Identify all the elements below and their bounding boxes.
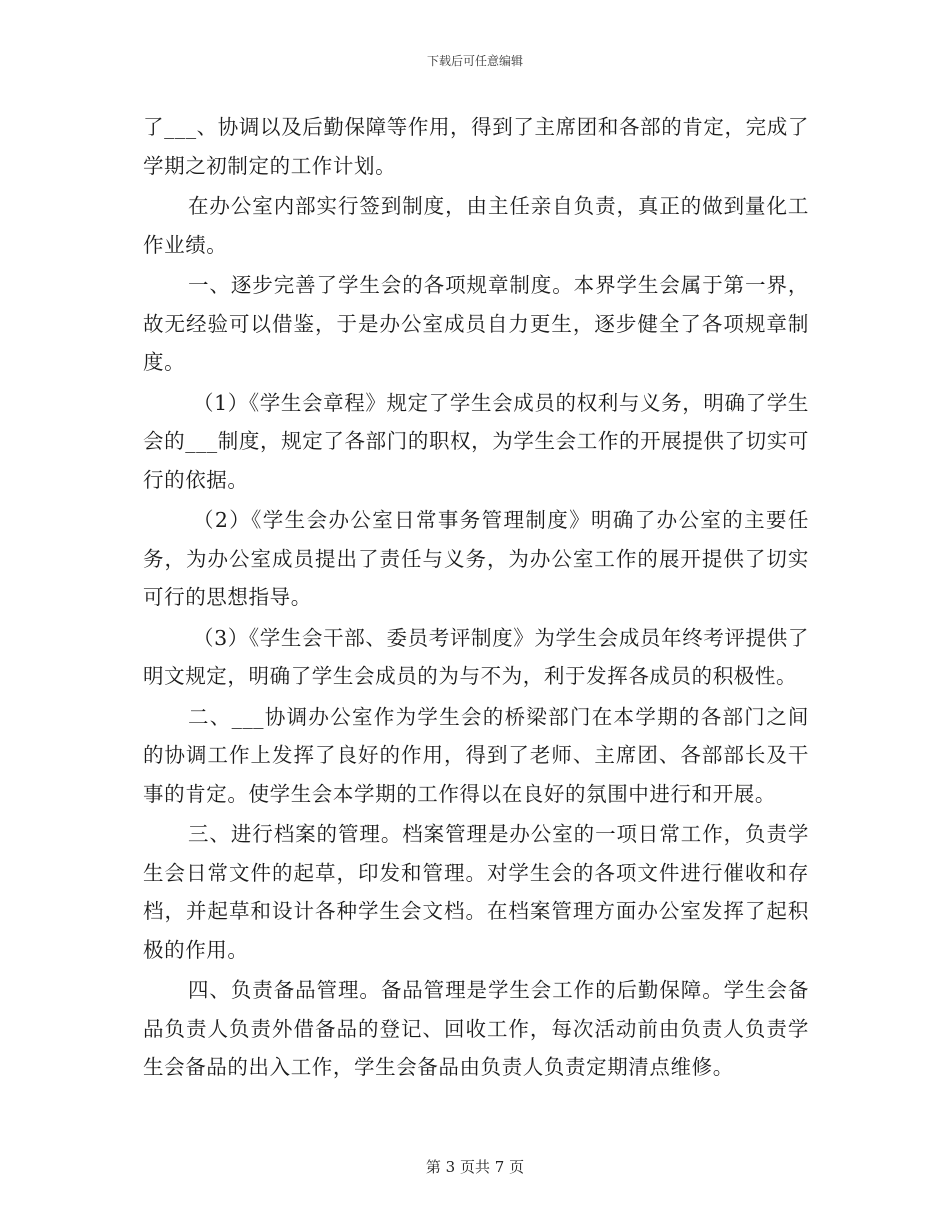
page-header-note: 下载后可任意编辑 xyxy=(426,54,523,68)
paragraph-item-2: （2）《学生会办公室日常事务管理制度》明确了办公室的主要任务，为办公室成员提出了责任与义务，为办公室工作的展开提供了切实可行的思想指导。 xyxy=(143,508,809,609)
paragraph-section-two: 二、___协调办公室作为学生会的桥梁部门在本学期的各部门之间的协调工作上发挥了良好的作用，得到了老师、主席团、各部部长及干事的肯定。使学生会本学期的工作得以在良好的氛围中进行和开展。 xyxy=(143,704,809,806)
paragraph-continuation: 了___、协调以及后勤保障等作用，得到了主席团和各部的肯定，完成了学期之初制定的工作计划。 xyxy=(143,115,809,178)
paragraph-item-3: （3）《学生会干部、委员考评制度》为学生会成员年终考评提供了明文规定，明确了学生会成员的为与不为，利于发挥各成员的积极性。 xyxy=(143,625,809,688)
paragraph-section-three: 三、进行档案的管理。档案管理是办公室的一项日常工作，负责学生会日常文件的起草，印发和管理。对学生会的各项文件进行催收和存档，并起草和设计各种学生会文档。在档案管理方面办公室发挥了起积极的作用。 xyxy=(143,822,809,962)
paragraph-section-four: 四、负责备品管理。备品管理是学生会工作的后勤保障。学生会备品负责人负责外借备品的登记、回收工作，每次活动前由负责人负责学生会备品的出入工作，学生会备品由负责人负责定期清点维修。 xyxy=(143,978,809,1079)
page-number: 第 3 页共 7 页 xyxy=(425,1158,525,1176)
paragraph-item-1: （1）《学生会章程》规定了学生会成员的权利与义务，明确了学生会的___制度，规定了各部门的职权，为学生会工作的开展提供了切实可行的依据。 xyxy=(143,390,809,492)
paragraph-sign-in-system: 在办公室内部实行签到制度，由主任亲自负责，真正的做到量化工作业绩。 xyxy=(143,194,809,257)
paragraph-section-one: 一、逐步完善了学生会的各项规章制度。本界学生会属于第一界，故无经验可以借鉴，于是办公室成员自力更生，逐步健全了各项规章制度。 xyxy=(143,273,809,374)
document-body xyxy=(143,108,809,1089)
